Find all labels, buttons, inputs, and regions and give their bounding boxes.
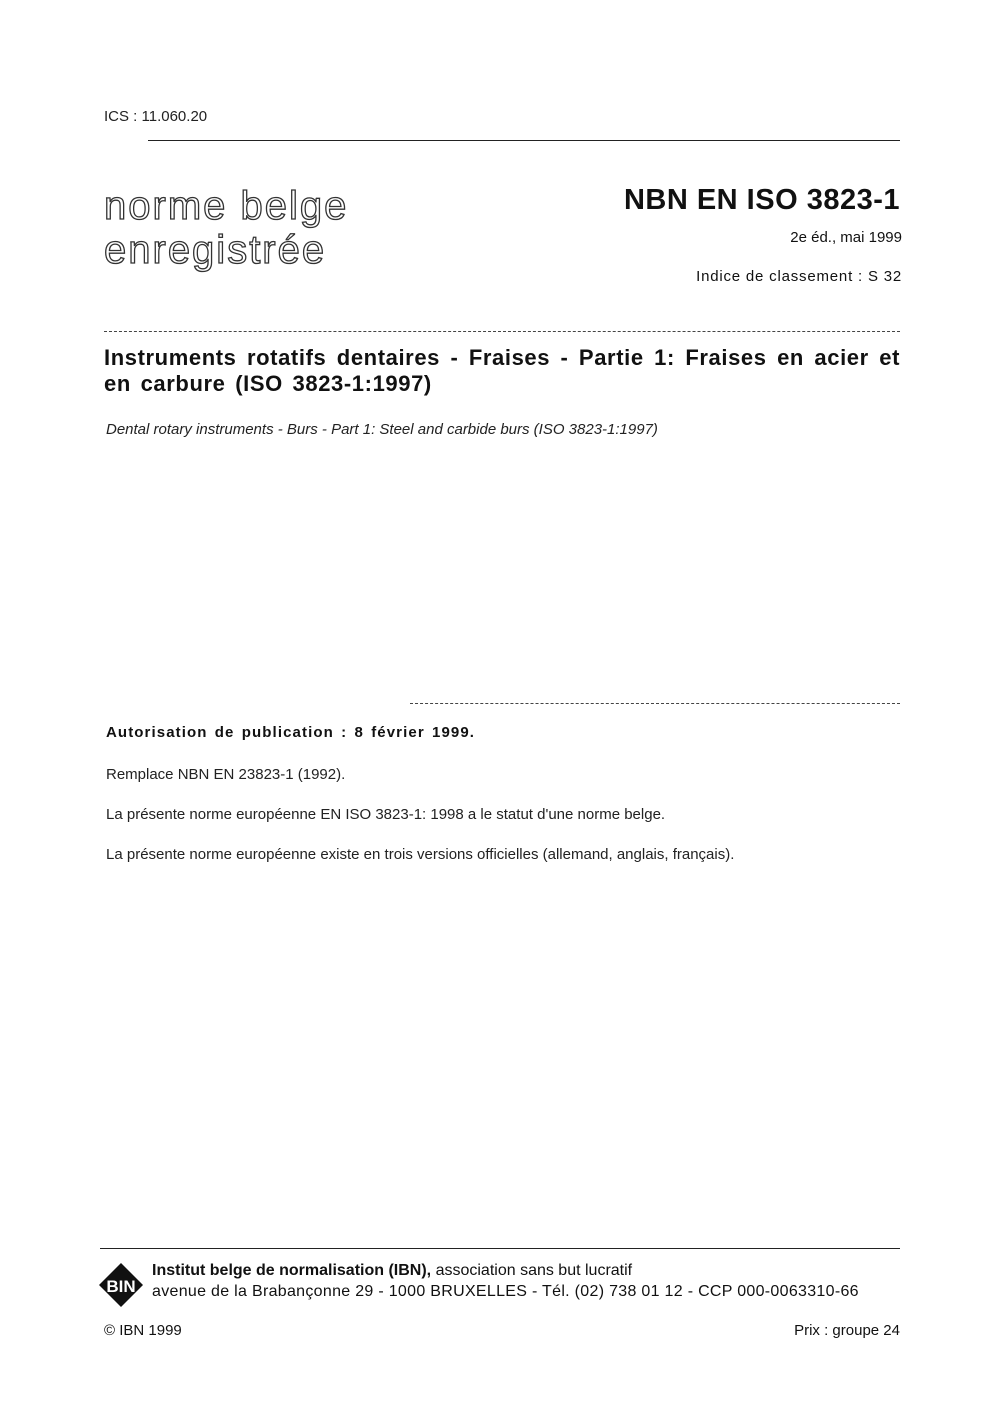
authorisation-date: Autorisation de publication : 8 février 1999.	[106, 724, 476, 741]
replaces-note: Remplace NBN EN 23823-1 (1992).	[106, 766, 346, 783]
title-english: Dental rotary instruments - Burs - Part 1: Steel and carbide burs (ISO 3823-1:1997)	[106, 421, 658, 438]
price-group: Prix : groupe 24	[794, 1322, 900, 1339]
copyright: © IBN 1999	[104, 1322, 182, 1339]
institute-line	[152, 1262, 632, 1280]
classification-index: Indice de classement : S 32	[696, 268, 902, 285]
edition-date: 2e éd., mai 1999	[790, 229, 902, 246]
brand-line-1: norme belge	[104, 184, 349, 228]
brand-line-2: enregistrée	[104, 228, 327, 272]
ibn-logo-text: BIN	[106, 1277, 136, 1296]
institute-name: Institut belge de normalisation (IBN),	[152, 1262, 432, 1279]
status-note: La présente norme européenne EN ISO 3823-1: 1998 a le statut d'une norme belge.	[106, 806, 666, 823]
institute-description: association sans but lucratif	[431, 1262, 633, 1279]
ics-code: ICS : 11.060.20	[104, 108, 208, 125]
title-french: Instruments rotatifs dentaires - Fraises - Partie 1: Fraises en acier et en carbure (ISO 3823-1:1997)	[104, 345, 900, 396]
ibn-logo-icon	[98, 1262, 144, 1308]
footer-rule	[100, 1248, 900, 1249]
institute-address: avenue de la Brabançonne 29 - 1000 BRUXELLES - Tél. (02) 738 01 12 - CCP 000-0063310-66	[152, 1283, 859, 1300]
title-top-rule	[104, 331, 900, 332]
versions-note: La présente norme européenne existe en trois versions officielles (allemand, anglais, français).	[106, 846, 735, 863]
title-bottom-rule	[410, 703, 900, 704]
header-rule	[148, 140, 900, 141]
standard-code: NBN EN ISO 3823-1	[623, 184, 900, 216]
